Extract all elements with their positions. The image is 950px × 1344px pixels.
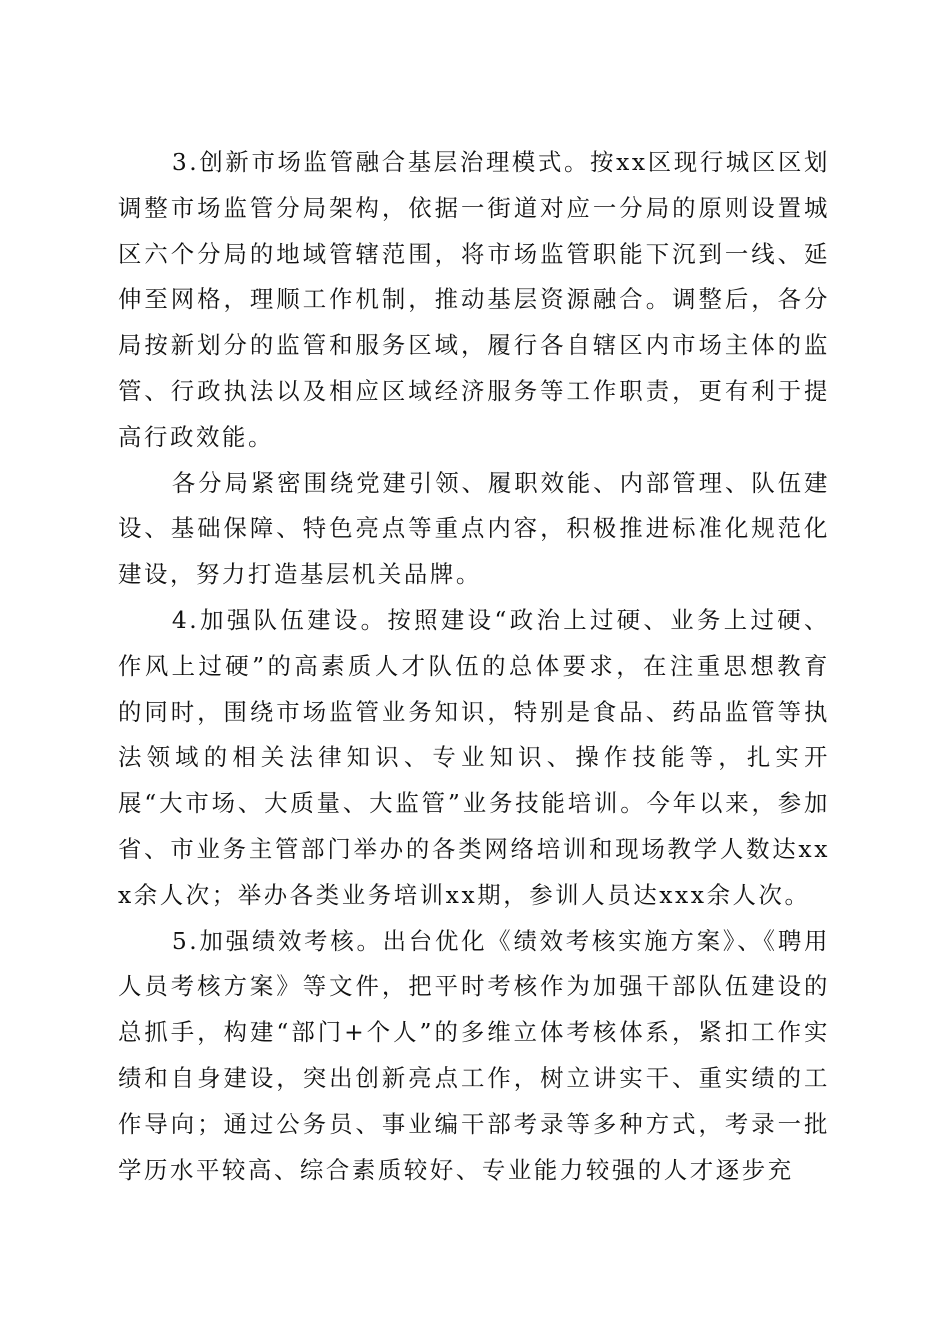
paragraph-branch-standardization: 各分局紧密围绕党建引领、履职效能、内部管理、队伍建设、基础保障、特色亮点等重点内容，积极推进标准化规范化建设，努力打造基层机关品牌。 — [118, 468, 830, 589]
paragraph-performance-assessment: 5.加强绩效考核。出台优化《绩效考核实施方案》、《聘用人员考核方案》等文件，把平时考核作为加强干部队伍建设的总抓手，构建“部门+个人”的多维立体考核体系，紧扣工作实绩和自身建设，突出创新亮点工作，树立讲实干、重实绩的工作导向；通过公务员、事业编干部考录等多种方式，考录一批学历水平较高、综合素质较好、专业能力较强的人才逐步充 — [118, 926, 830, 1184]
document-body — [118, 140, 830, 1193]
paragraph-market-regulation-governance: 3.创新市场监管融合基层治理模式。按xx区现行城区区划调整市场监管分局架构，依据一街道对应一分局的原则设置城区六个分局的地域管辖范围，将市场监管职能下沉到一线、延伸至网格，理顺工作机制，推动基层资源融合。调整后，各分局按新划分的监管和服务区域，履行各自辖区内市场主体的监管、行政执法以及相应区域经济服务等工作职责，更有利于提高行政效能。 — [118, 148, 830, 451]
paragraph-team-building: 4.加强队伍建设。按照建设“政治上过硬、业务上过硬、作风上过硬”的高素质人才队伍的总体要求，在注重思想教育的同时，围绕市场监管业务知识，特别是食品、药品监管等执法领域的相关法律知识、专业知识、操作技能等，扎实开展“大市场、大质量、大监管”业务技能培训。今年以来，参加省、市业务主管部门举办的各类网络培训和现场教学人数达xxx余人次；举办各类业务培训xx期，参训人员达xxx余人次。 — [118, 605, 830, 909]
